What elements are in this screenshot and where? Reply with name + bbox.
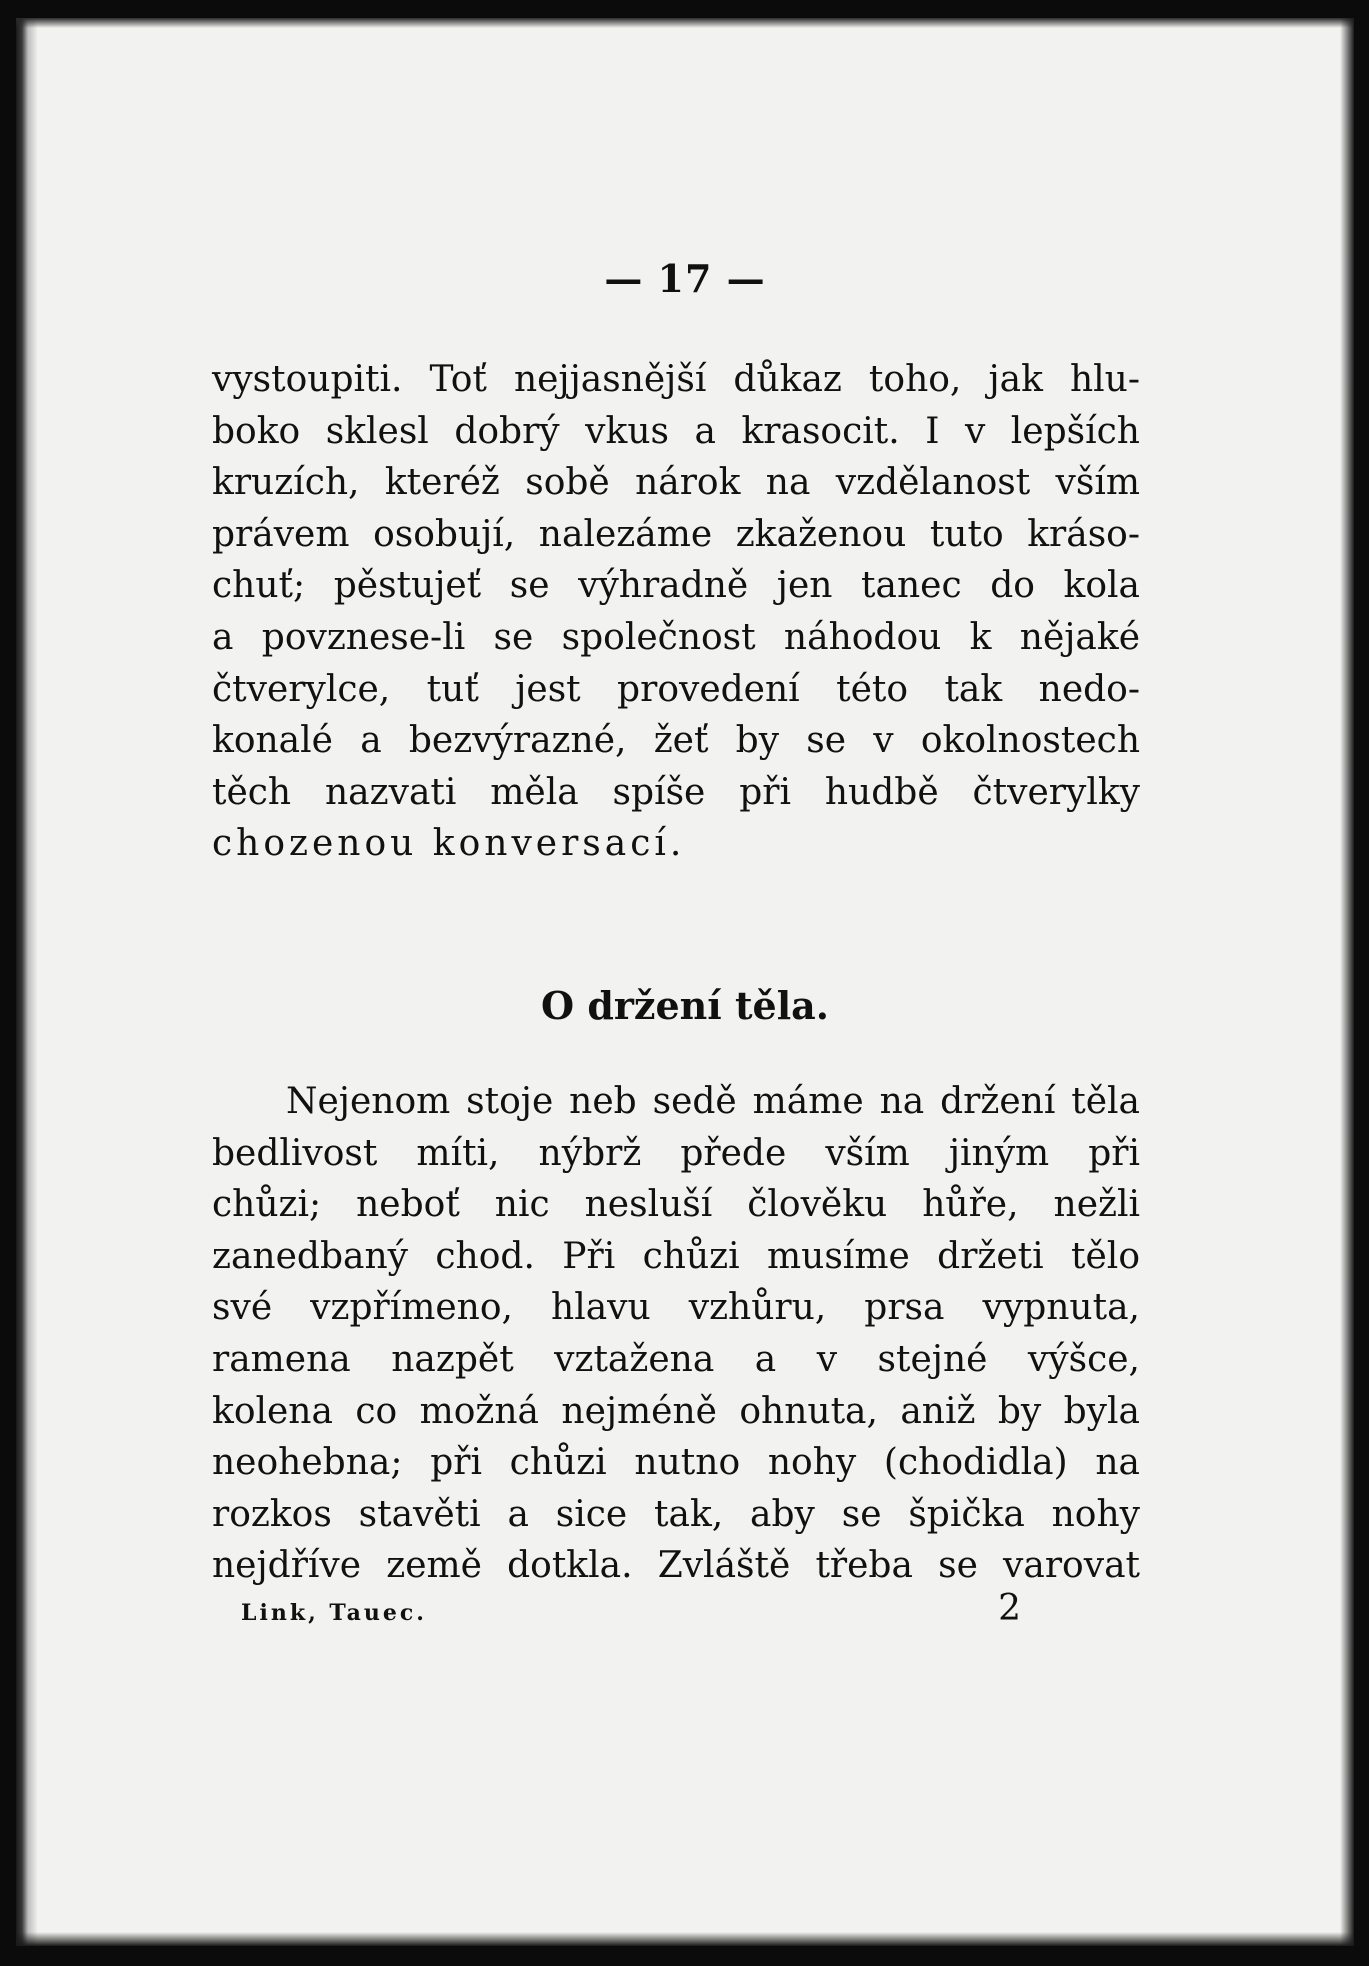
paragraph-line: rozkos stavěti a sice tak, aby se špička nohy	[212, 1493, 1140, 1535]
scan-edge-left	[16, 18, 38, 1946]
paragraph-line: chuť; pěstujeť se výhradně jen tanec do kola	[212, 565, 1140, 607]
paragraph-line: konalé a bezvýrazné, žeť by se v okolnostech	[212, 720, 1140, 762]
scan-edge-bottom	[16, 1932, 1354, 1946]
section-heading: O držení těla.	[541, 983, 829, 1028]
paragraph-1	[212, 354, 1140, 870]
page-number: — 17 —	[604, 256, 766, 301]
paragraph-line: Nejenom stoje neb sedě máme na držení těla	[286, 1081, 1140, 1122]
scan-edge-top	[16, 18, 1354, 28]
paragraph-2	[212, 1076, 1140, 1592]
paragraph-line: své vzpřímeno, hlavu vzhůru, prsa vypnuta,	[212, 1287, 1140, 1329]
paragraph-line: vystoupiti. Toť nejjasnější důkaz toho, jak hlu-	[212, 359, 1140, 400]
paragraph-line: zanedbaný chod. Při chůzi musíme držeti tělo	[212, 1235, 1140, 1277]
paragraph-line: chůzi; neboť nic nesluší člověku hůře, nežli	[212, 1184, 1140, 1226]
paragraph-line: čtverylce, tuť jest provedení této tak nedo-	[212, 668, 1140, 710]
paragraph-line: kolena co možná nejméně ohnuta, aniž by byla	[212, 1390, 1140, 1432]
paragraph-line: ramena nazpět vztažena a v stejné výšce,	[212, 1338, 1140, 1380]
paragraph-line: právem osobují, nalezáme zkaženou tuto kráso-	[212, 513, 1140, 555]
printer-signature: Link, Tauec.	[241, 1600, 427, 1626]
sheet-number: 2	[998, 1588, 1021, 1629]
paragraph-line: boko sklesl dobrý vkus a krasocit. I v lepších	[212, 410, 1140, 452]
paragraph-line: nejdříve země dotkla. Zvláště třeba se varovat	[212, 1545, 1140, 1587]
paragraph-line: neohebna; při chůzi nutno nohy (chodidla) na	[212, 1442, 1140, 1484]
book-page	[16, 18, 1354, 1946]
paragraph-line: chozenou konversací.	[212, 823, 686, 865]
scan-edge-right	[1340, 18, 1354, 1946]
paragraph-line: bedlivost míti, nýbrž přede vším jiným při	[212, 1132, 1140, 1174]
paragraph-line: kruzích, kteréž sobě nárok na vzdělanost vším	[212, 462, 1140, 504]
paragraph-line: a povznese-li se společnost náhodou k nějaké	[212, 616, 1140, 658]
paragraph-line: těch nazvati měla spíše při hudbě čtverylky	[212, 771, 1140, 813]
